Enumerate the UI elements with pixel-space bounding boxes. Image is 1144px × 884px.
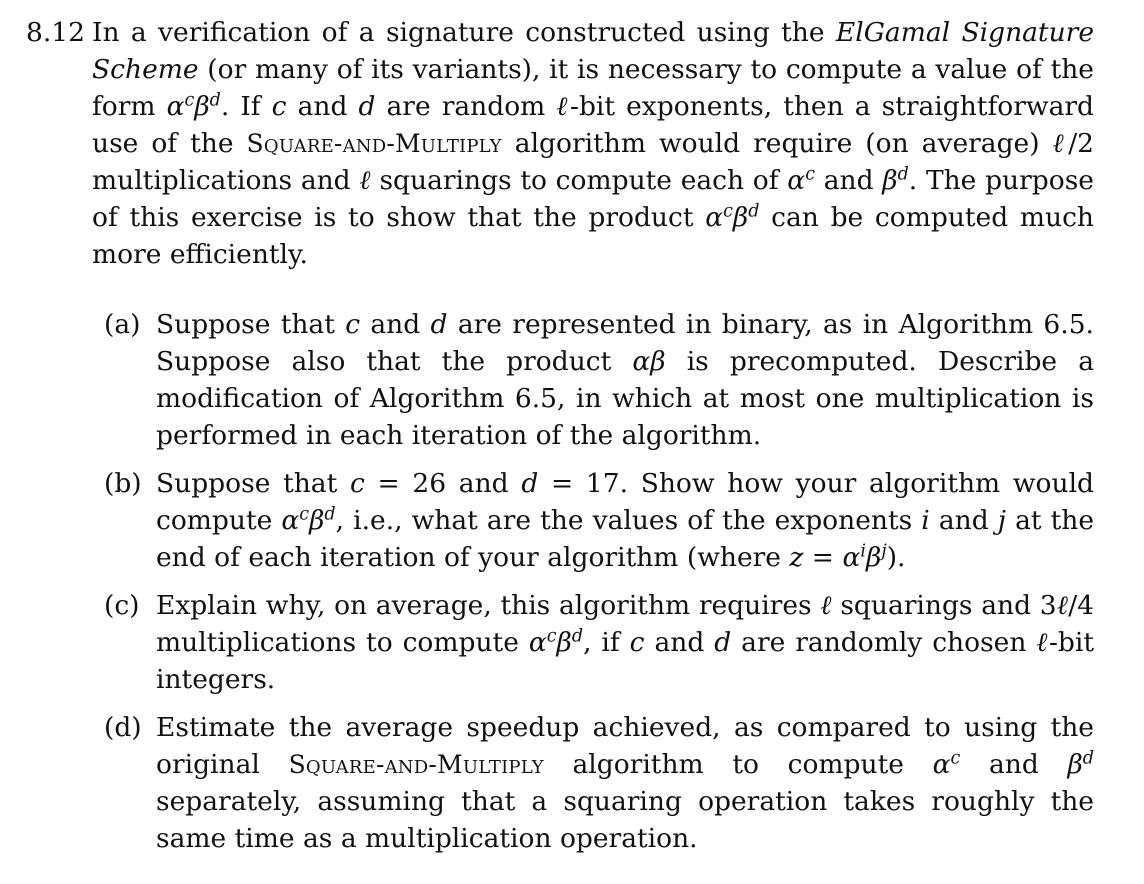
text-run: Estimate the average speedup achieved, as compared to using the original	[156, 712, 1094, 780]
text-run: and	[644, 627, 715, 658]
part-c	[104, 587, 1094, 698]
math-symbol: ℓ	[359, 165, 371, 196]
math-symbol: i	[921, 505, 930, 536]
text-run: squarings and 3	[831, 590, 1057, 621]
superscript: d	[324, 504, 336, 525]
math-symbol: α	[281, 505, 300, 536]
math-symbol: α	[528, 627, 547, 658]
text-run: Suppose that	[156, 468, 350, 499]
superscript: c	[184, 90, 195, 111]
text-run: ).	[886, 542, 906, 573]
text-run: =	[803, 542, 843, 573]
math-symbol: β	[556, 627, 572, 658]
superscript: c	[950, 748, 961, 769]
text-run: In a verification of a signature constructed using the	[92, 17, 836, 48]
math-symbol: β	[1067, 749, 1083, 780]
text-run: and	[929, 505, 998, 536]
math-symbol: ElGamal Signature Scheme	[92, 17, 1094, 85]
text-run: . The purpose of this exercise is to show that the product	[92, 165, 1094, 233]
math-symbol: d	[714, 627, 732, 658]
part-b	[104, 465, 1094, 576]
text-run: and	[286, 91, 359, 122]
math-symbol: αβ	[632, 346, 666, 377]
superscript: j	[881, 541, 887, 562]
math-symbol: α	[705, 202, 724, 233]
text-run: and	[814, 165, 883, 196]
math-symbol: α	[166, 91, 185, 122]
text-run: is precomputed. Describe a modification of Algorithm 6.5, in which at most one multiplication is performed in each iteration of the algorithm.	[156, 346, 1094, 451]
superscript: c	[805, 164, 815, 185]
part-a	[104, 306, 1094, 454]
text-run: /4 multiplications to compute	[156, 590, 1094, 658]
part-label: (b)	[104, 468, 142, 499]
text-run: = 17. Show how your algorithm would compute	[156, 468, 1095, 536]
superscript: d	[209, 90, 221, 111]
part-text	[156, 465, 1094, 576]
text-run: algorithm would require (on average)	[501, 128, 1053, 159]
part-d	[104, 709, 1094, 857]
exercise-statement	[92, 14, 1094, 273]
text-run: = 26 and	[364, 468, 522, 499]
text-run: algorithm to compute	[543, 749, 933, 780]
text-run: can be computed much more efficiently.	[92, 202, 1094, 270]
text-run: . If	[220, 91, 272, 122]
math-symbol: β	[882, 165, 898, 196]
math-symbol: z	[789, 542, 804, 573]
superscript: i	[860, 541, 866, 562]
text-run: , if	[583, 627, 630, 658]
math-symbol: d	[521, 468, 539, 499]
text-run: are randomly chosen	[731, 627, 1037, 658]
text-run: Suppose that	[156, 309, 346, 340]
exercise-8-12	[26, 14, 1094, 273]
text-run: squarings to compute each of	[370, 165, 788, 196]
text-run: -bit integers.	[156, 627, 1094, 695]
math-symbol: ℓ	[1036, 627, 1049, 658]
text-run: and	[960, 749, 1068, 780]
math-symbol: α	[787, 165, 806, 196]
text-run: separately, assuming that a squaring operation takes roughly the same time as a multiplication operation.	[156, 786, 1094, 854]
exercise-number: 8.12	[26, 17, 86, 48]
math-symbol: d	[358, 91, 376, 122]
part-label: (c)	[104, 590, 140, 621]
math-symbol: c	[345, 309, 361, 340]
math-symbol: d	[430, 309, 448, 340]
text-run: and	[360, 309, 431, 340]
algorithm-name: Square-and-Multiply	[246, 129, 502, 158]
math-symbol: β	[194, 91, 210, 122]
math-symbol: ℓ	[820, 590, 832, 621]
text-run: , i.e., what are the values of the exponents	[335, 505, 922, 536]
math-symbol: α	[932, 749, 951, 780]
text-run: at the end of each iteration of your algorithm (where	[156, 505, 1095, 573]
math-symbol: ℓ	[1056, 590, 1069, 621]
math-symbol: j	[997, 505, 1006, 536]
part-text	[156, 587, 1094, 698]
math-symbol: ℓ	[1052, 128, 1069, 159]
part-label: (a)	[104, 309, 141, 340]
text-run: Explain why, on average, this algorithm requires	[156, 590, 821, 621]
math-symbol: α	[842, 542, 861, 573]
math-symbol: ℓ	[556, 91, 571, 122]
superscript: c	[299, 504, 310, 525]
math-symbol: β	[732, 202, 749, 233]
part-label: (d)	[104, 712, 142, 743]
text-run: (or many of its variants), it is necessary to compute a value of the form	[92, 54, 1094, 122]
text-run: are random	[375, 91, 557, 122]
math-symbol: c	[349, 468, 365, 499]
algorithm-name: Square-and-Multiply	[288, 750, 544, 779]
superscript: d	[897, 164, 909, 185]
text-run: /2 multiplications and	[92, 128, 1095, 196]
superscript: d	[748, 201, 760, 222]
text-run: -bit exponents, then a straightforward use of the	[92, 91, 1094, 159]
exercise-parts	[104, 306, 1094, 868]
part-text	[156, 306, 1094, 454]
math-symbol: c	[271, 91, 287, 122]
part-text	[156, 709, 1094, 857]
superscript: d	[1082, 748, 1094, 769]
superscript: d	[571, 626, 584, 647]
math-symbol: β	[309, 505, 325, 536]
math-symbol: c	[629, 627, 645, 658]
text-run: are represented in binary, as in Algorithm 6.5. Suppose also that the product	[156, 309, 1094, 377]
superscript: c	[546, 626, 557, 647]
superscript: c	[723, 201, 733, 222]
math-symbol: β	[865, 542, 882, 573]
